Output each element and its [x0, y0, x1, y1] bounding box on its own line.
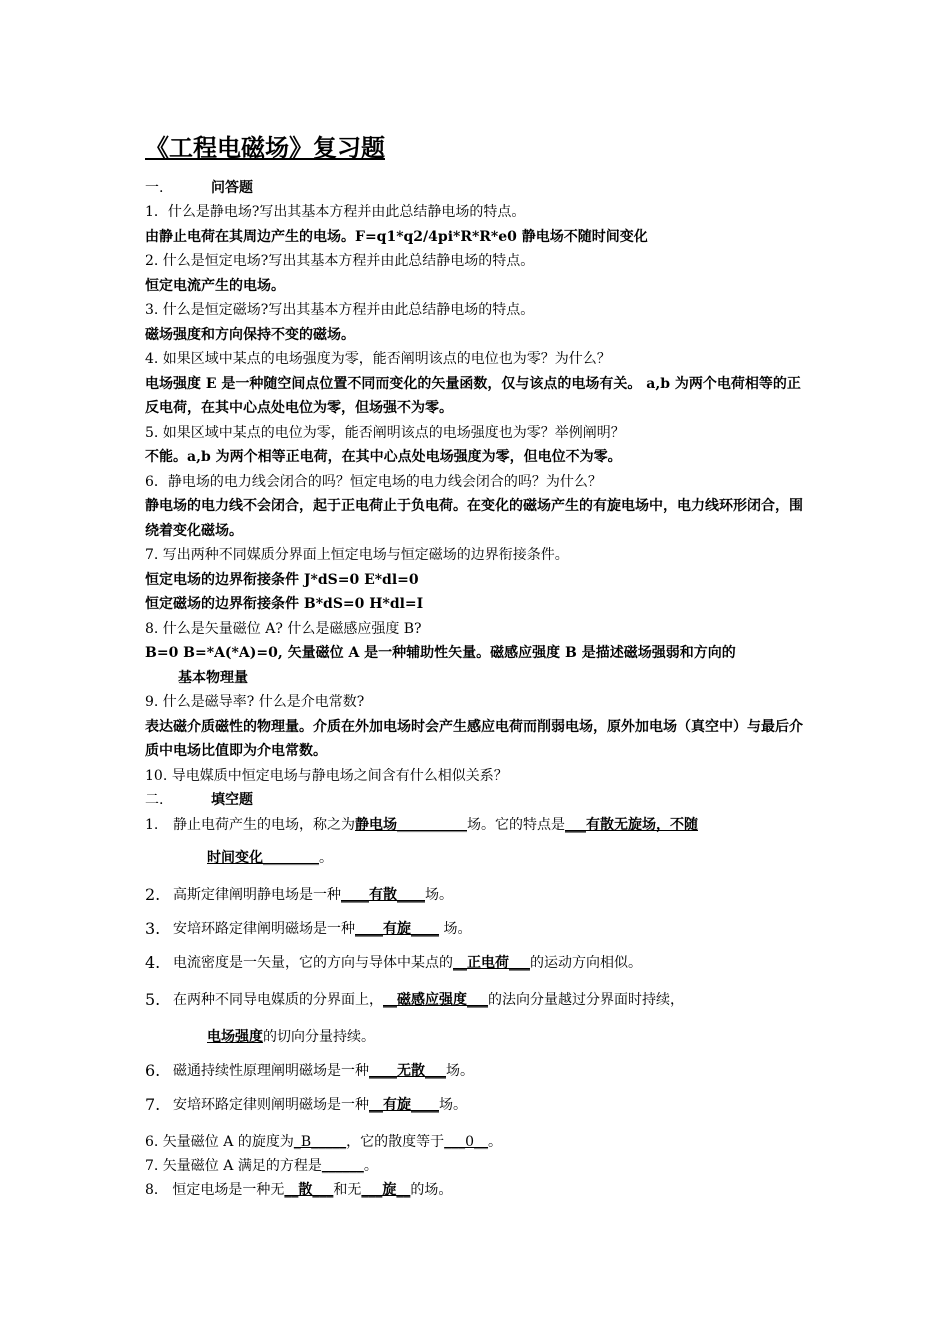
fill-item-5: [145, 980, 810, 1020]
question-1: 1．什么是静电场?写出其基本方程并由此总结静电场的特点。: [145, 204, 526, 220]
fill-blank: 时间变化: [207, 850, 263, 866]
extra-item-7: [145, 1154, 810, 1178]
fill-text: 的场。: [410, 1182, 453, 1198]
section-label: 填空题: [211, 792, 253, 808]
answer-2: 恒定电流产生的电场。: [145, 277, 285, 294]
question-5: 5. 如果区域中某点的电位为零，能否阐明该点的电场强度也为零？举例阐明？: [145, 424, 625, 441]
question-2: 2. 什么是恒定电场?写出其基本方程并由此总结静电场的特点。: [145, 253, 535, 269]
fill-blank: 电场强度: [207, 1029, 263, 1045]
fill-item-3: [145, 912, 810, 946]
fill-text: 7. 矢量磁位 A 满足的方程是: [145, 1158, 322, 1174]
question-4: 4. 如果区域中某点的电场强度为零，能否阐明该点的电位也为零？为什么？: [145, 351, 611, 367]
fill-item-6: [145, 1054, 810, 1088]
fill-item-7: [145, 1088, 810, 1122]
fill-number: 4.: [145, 953, 161, 972]
fill-text: 场。: [446, 1063, 474, 1079]
fill-text: 场。: [425, 887, 453, 903]
fill-text: 6. 矢量磁位 A 的旋度为: [145, 1134, 294, 1150]
fill-text: ，它的散度等于: [346, 1134, 445, 1150]
question-7: 7. 写出两种不同媒质分界面上恒定电场与恒定磁场的边界衔接条件。: [145, 547, 569, 563]
fill-text: 场。: [439, 921, 472, 937]
fill-blank: ___有散无旋场，不随: [565, 817, 698, 833]
fill-text: 高斯定律阐明静电场是一种: [173, 887, 341, 903]
question-9: 9. 什么是磁导率? 什么是介电常数?: [145, 694, 365, 710]
fill-text: 静止电荷产生的电场，称之为: [173, 817, 355, 833]
question-10: 10. 导电媒质中恒定电场与静电场之间含有什么相似关系？: [145, 767, 508, 784]
fill-blank: _B_____: [293, 1134, 347, 1150]
fill-blank: ____无散___: [369, 1063, 446, 1079]
fill-text: 的切向分量持续。: [263, 1029, 375, 1045]
fill-number: 7.: [145, 1095, 161, 1114]
fill-text: 和无: [333, 1182, 362, 1198]
fill-blank: ______: [321, 1158, 364, 1174]
fill-blank: ___旋__: [361, 1182, 411, 1198]
question-3: 3. 什么是恒定磁场?写出其基本方程并由此总结静电场的特点。: [145, 302, 535, 318]
answer-9: 表达磁介质磁性的物理量。介质在外加电场时会产生感应电荷而削弱电场，原外加电场（真空中）与最后介质中电场比值即为介电常数。: [145, 718, 803, 759]
question-6: 6．静电场的电力线会闭合的吗？恒定电场的电力线会闭合的吗？为什么？: [145, 473, 602, 490]
fill-item-2: [145, 878, 810, 912]
fill-blank: 静电场: [355, 817, 397, 833]
fill-blank-tail: __________: [397, 817, 467, 833]
fill-item-5-cont: [145, 1020, 810, 1054]
fill-blank: __有旋____: [369, 1097, 439, 1113]
fill-text: 电流密度是一矢量，它的方向与导体中某点的: [173, 955, 453, 971]
answer-5: 不能。a,b 为两个相等正电荷，在其中心点处电场强度为零，但电位不为零。: [145, 449, 622, 465]
fill-blank: __正电荷___: [453, 955, 530, 971]
fill-text: 场。它的特点是: [467, 817, 565, 833]
fill-text: 。: [319, 850, 333, 866]
fill-number: 3.: [145, 919, 161, 938]
answer-4: 电场强度 E 是一种随空间点位置不同而变化的矢量函数，仅与该点的电场有关。 a,b 为两个电荷相等的正反电荷，在其中心点处电位为零，但场强不为零。: [145, 375, 801, 416]
section-heading-fill: [145, 788, 810, 812]
fill-blank: ___0__: [444, 1134, 489, 1150]
answer-7b: 恒定磁场的边界衔接条件 B*dS=0 H*dl=I: [145, 596, 424, 612]
fill-text: 。: [488, 1134, 503, 1150]
section-label: 问答题: [211, 180, 253, 196]
section-number: 二.: [145, 792, 164, 808]
fill-item-1-cont: [145, 838, 810, 878]
answer-1: 由静止电荷在其周边产生的电场。F=q1*q2/4pi*R*R*e0 静电场不随时间变化: [145, 228, 648, 245]
extra-item-8: [145, 1178, 810, 1202]
question-8: 8. 什么是矢量磁位 A? 什么是磁感应强度 B?: [145, 620, 422, 637]
fill-text: 的法向分量越过分界面时持续，: [488, 992, 684, 1008]
fill-blank-tail: ________: [263, 850, 319, 866]
section-number: 一.: [145, 180, 164, 196]
fill-item-1: [145, 812, 810, 838]
fill-text: 磁通持续性原理阐明磁场是一种: [173, 1063, 369, 1079]
answer-6: 静电场的电力线不会闭合，起于正电荷止于负电荷。在变化的磁场产生的有旋电场中，电力线环形闭合，围绕着变化磁场。: [145, 498, 803, 539]
section-heading-qa: [145, 176, 810, 200]
fill-blank: ____有旋____: [355, 921, 439, 937]
fill-text: 安培环路定律则阐明磁场是一种: [173, 1097, 369, 1113]
fill-number: 5.: [145, 990, 161, 1009]
answer-8: B=0 B=*A(*A)=0, 矢量磁位 A 是一种辅助性矢量。磁感应强度 B 是描述磁场强弱和方向的: [145, 645, 736, 661]
fill-blank: ____有散____: [341, 887, 425, 903]
fill-text: 场。: [439, 1097, 467, 1113]
fill-text: 8． 恒定电场是一种无: [145, 1182, 285, 1198]
extra-item-6: [145, 1130, 810, 1154]
fill-text: 在两种不同导电媒质的分界面上，: [173, 992, 383, 1008]
page-title: 《工程电磁场》复习题: [145, 133, 385, 162]
fill-item-4: [145, 946, 810, 980]
fill-text: 。: [363, 1158, 378, 1174]
answer-8-cont: 基本物理量: [178, 669, 248, 686]
document-page: [145, 132, 810, 1202]
fill-text: 安培环路定律阐明磁场是一种: [173, 921, 355, 937]
fill-number: 6.: [145, 1061, 161, 1080]
fill-number: 2.: [145, 885, 161, 904]
fill-number: 1.: [145, 817, 159, 833]
answer-7a: 恒定电场的边界衔接条件 J*dS=0 E*dl=0: [145, 571, 419, 588]
fill-blank: __散___: [284, 1182, 334, 1198]
fill-blank: __磁感应强度___: [383, 992, 488, 1008]
fill-text: 的运动方向相似。: [530, 955, 642, 971]
answer-3: 磁场强度和方向保持不变的磁场。: [145, 326, 355, 343]
